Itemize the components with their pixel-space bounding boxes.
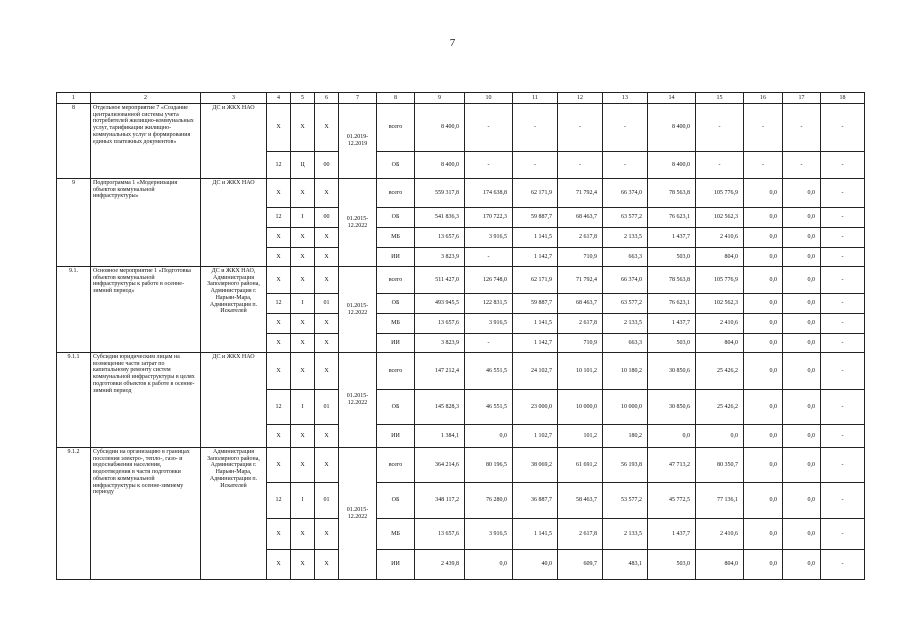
amount-cell: 40,0: [513, 550, 558, 580]
amount-cell: 170 722,3: [465, 208, 513, 228]
amount-cell: -: [821, 353, 865, 390]
amount-cell: 0,0: [744, 425, 783, 448]
implementation-period: 01.2015-12.2022: [339, 448, 377, 580]
table-row: [57, 179, 865, 208]
amount-cell: -: [821, 179, 865, 208]
code-cell: I: [291, 483, 315, 519]
amount-cell: 2 133,5: [603, 519, 648, 550]
amount-cell: 0,0: [783, 390, 821, 425]
amount-cell: -: [821, 390, 865, 425]
amount-cell: 0,0: [744, 294, 783, 314]
amount-cell: 10 000,0: [558, 390, 603, 425]
amount-cell: 0,0: [783, 550, 821, 580]
amount-cell: -: [821, 314, 865, 334]
amount-cell: -: [513, 104, 558, 152]
amount-cell: 30 850,6: [648, 390, 696, 425]
code-cell: X: [315, 425, 339, 448]
funding-source: ОБ: [377, 390, 415, 425]
amount-cell: 59 887,7: [513, 208, 558, 228]
amount-cell: 0,0: [648, 425, 696, 448]
column-number: 7: [339, 93, 377, 104]
code-cell: 00: [315, 208, 339, 228]
amount-cell: 76 280,0: [465, 483, 513, 519]
amount-cell: 68 463,7: [558, 294, 603, 314]
amount-cell: 0,0: [744, 267, 783, 294]
item-number: 9.1.: [57, 267, 91, 353]
amount-cell: 1 142,7: [513, 334, 558, 353]
amount-cell: 710,9: [558, 334, 603, 353]
code-cell: X: [291, 248, 315, 267]
amount-cell: 2 133,5: [603, 314, 648, 334]
code-cell: X: [291, 519, 315, 550]
amount-cell: -: [821, 294, 865, 314]
funding-source: МБ: [377, 314, 415, 334]
code-cell: X: [267, 228, 291, 248]
amount-cell: 1 141,5: [513, 228, 558, 248]
amount-cell: -: [465, 104, 513, 152]
code-cell: I: [291, 390, 315, 425]
item-name: Подпрограмма 1 «Модернизация объектов коммунальной инфраструктуры»: [91, 179, 201, 267]
amount-cell: 0,0: [783, 425, 821, 448]
item-name: Субсидии на организацию в границах поселения электро-, тепло-, газо- и водоснабжения населения, водоотведения в части подготовки объектов коммунальной инфраструктуры к осенне-зимнему периоду: [91, 448, 201, 580]
table-row: [57, 448, 865, 483]
code-cell: X: [315, 314, 339, 334]
amount-cell: 2 133,5: [603, 228, 648, 248]
column-number: 14: [648, 93, 696, 104]
code-cell: 01: [315, 390, 339, 425]
code-cell: X: [291, 448, 315, 483]
code-cell: X: [267, 519, 291, 550]
code-cell: X: [315, 519, 339, 550]
amount-cell: -: [465, 152, 513, 179]
amount-cell: 559 317,8: [415, 179, 465, 208]
implementation-period: 01.2015-12.2022: [339, 267, 377, 353]
amount-cell: 145 828,3: [415, 390, 465, 425]
program-finance-table: [56, 92, 865, 580]
funding-source: всего: [377, 267, 415, 294]
amount-cell: 174 638,8: [465, 179, 513, 208]
amount-cell: 0,0: [744, 179, 783, 208]
amount-cell: 46 551,5: [465, 353, 513, 390]
amount-cell: 3 823,9: [415, 334, 465, 353]
amount-cell: 0,0: [783, 519, 821, 550]
code-cell: X: [267, 267, 291, 294]
amount-cell: 804,0: [696, 248, 744, 267]
code-cell: I: [291, 294, 315, 314]
code-cell: 12: [267, 152, 291, 179]
amount-cell: 348 117,2: [415, 483, 465, 519]
amount-cell: 8 400,0: [415, 152, 465, 179]
column-number: 4: [267, 93, 291, 104]
amount-cell: 45 772,5: [648, 483, 696, 519]
code-cell: X: [315, 448, 339, 483]
amount-cell: 0,0: [783, 208, 821, 228]
responsible-executor: ДС и ЖКХ НАО: [201, 104, 267, 179]
amount-cell: -: [821, 519, 865, 550]
implementation-period: 01.2015-12.2022: [339, 353, 377, 448]
column-number: 2: [91, 93, 201, 104]
amount-cell: 2 617,8: [558, 314, 603, 334]
amount-cell: 0,0: [744, 228, 783, 248]
amount-cell: 0,0: [783, 248, 821, 267]
code-cell: X: [291, 353, 315, 390]
amount-cell: 13 657,6: [415, 228, 465, 248]
amount-cell: -: [696, 104, 744, 152]
amount-cell: 0,0: [783, 267, 821, 294]
amount-cell: 0,0: [465, 425, 513, 448]
amount-cell: 503,0: [648, 248, 696, 267]
amount-cell: -: [821, 208, 865, 228]
code-cell: X: [315, 179, 339, 208]
amount-cell: -: [513, 152, 558, 179]
code-cell: X: [267, 104, 291, 152]
amount-cell: 147 212,4: [415, 353, 465, 390]
code-cell: 12: [267, 208, 291, 228]
amount-cell: 53 577,2: [603, 483, 648, 519]
amount-cell: 61 691,2: [558, 448, 603, 483]
amount-cell: 8 400,0: [648, 152, 696, 179]
code-cell: 01: [315, 483, 339, 519]
amount-cell: 71 792,4: [558, 179, 603, 208]
code-cell: I: [291, 208, 315, 228]
amount-cell: 80 196,5: [465, 448, 513, 483]
amount-cell: 0,0: [744, 334, 783, 353]
amount-cell: 63 577,2: [603, 208, 648, 228]
amount-cell: 63 577,2: [603, 294, 648, 314]
amount-cell: 24 102,7: [513, 353, 558, 390]
amount-cell: 503,0: [648, 334, 696, 353]
amount-cell: 126 748,0: [465, 267, 513, 294]
amount-cell: 0,0: [744, 483, 783, 519]
amount-cell: 8 400,0: [415, 104, 465, 152]
amount-cell: 663,3: [603, 248, 648, 267]
amount-cell: 3 916,5: [465, 314, 513, 334]
code-cell: X: [315, 353, 339, 390]
amount-cell: 10 101,2: [558, 353, 603, 390]
funding-source: ИИ: [377, 425, 415, 448]
funding-source: всего: [377, 179, 415, 208]
amount-cell: 2 410,6: [696, 228, 744, 248]
column-number: 17: [783, 93, 821, 104]
table-row: [57, 104, 865, 152]
amount-cell: 30 850,6: [648, 353, 696, 390]
amount-cell: 2 617,8: [558, 228, 603, 248]
amount-cell: 46 551,5: [465, 390, 513, 425]
amount-cell: 47 713,2: [648, 448, 696, 483]
amount-cell: 1 141,5: [513, 314, 558, 334]
amount-cell: 0,0: [783, 353, 821, 390]
amount-cell: 0,0: [744, 353, 783, 390]
amount-cell: 0,0: [744, 550, 783, 580]
amount-cell: 804,0: [696, 334, 744, 353]
column-number: 16: [744, 93, 783, 104]
item-name: Отдельное мероприятие 7 «Создание централизованной системы учета потребителей жилищно-коммунальных услуг, тарификации жилищно-коммунальных услуг и формирования единых платежных документов»: [91, 104, 201, 179]
responsible-executor: Администрация Заполярного района, Администрация г. Нарьян-Мара, Администрация п. Искателей: [201, 448, 267, 580]
code-cell: X: [267, 425, 291, 448]
code-cell: X: [291, 334, 315, 353]
code-cell: X: [315, 248, 339, 267]
amount-cell: 493 945,5: [415, 294, 465, 314]
funding-source: всего: [377, 104, 415, 152]
amount-cell: 23 000,0: [513, 390, 558, 425]
amount-cell: -: [744, 104, 783, 152]
funding-source: ИИ: [377, 248, 415, 267]
amount-cell: 2 410,6: [696, 519, 744, 550]
amount-cell: -: [821, 228, 865, 248]
responsible-executor: ДС и ЖКХ НАО: [201, 179, 267, 267]
amount-cell: 0,0: [783, 314, 821, 334]
amount-cell: -: [603, 104, 648, 152]
amount-cell: 0,0: [744, 390, 783, 425]
code-cell: X: [267, 550, 291, 580]
code-cell: X: [267, 334, 291, 353]
amount-cell: 56 193,8: [603, 448, 648, 483]
code-cell: X: [291, 425, 315, 448]
code-cell: X: [267, 179, 291, 208]
amount-cell: 663,3: [603, 334, 648, 353]
amount-cell: 2 410,6: [696, 314, 744, 334]
amount-cell: 66 374,0: [603, 179, 648, 208]
amount-cell: 710,9: [558, 248, 603, 267]
code-cell: X: [315, 334, 339, 353]
code-cell: X: [291, 267, 315, 294]
amount-cell: 0,0: [783, 448, 821, 483]
amount-cell: -: [465, 248, 513, 267]
amount-cell: 804,0: [696, 550, 744, 580]
funding-source: ОБ: [377, 483, 415, 519]
amount-cell: -: [744, 152, 783, 179]
column-number: 3: [201, 93, 267, 104]
amount-cell: 78 563,8: [648, 267, 696, 294]
code-cell: X: [291, 104, 315, 152]
code-cell: X: [291, 179, 315, 208]
code-cell: X: [291, 314, 315, 334]
amount-cell: 80 350,7: [696, 448, 744, 483]
code-cell: X: [291, 550, 315, 580]
code-cell: X: [315, 228, 339, 248]
funding-source: ИИ: [377, 334, 415, 353]
amount-cell: 38 069,2: [513, 448, 558, 483]
amount-cell: 59 887,7: [513, 294, 558, 314]
code-cell: X: [267, 248, 291, 267]
amount-cell: 101,2: [558, 425, 603, 448]
amount-cell: 483,1: [603, 550, 648, 580]
amount-cell: 58 463,7: [558, 483, 603, 519]
column-number: 10: [465, 93, 513, 104]
funding-source: всего: [377, 353, 415, 390]
amount-cell: 0,0: [744, 248, 783, 267]
amount-cell: 0,0: [783, 334, 821, 353]
amount-cell: 10 180,2: [603, 353, 648, 390]
column-number-row: [57, 93, 865, 104]
amount-cell: -: [821, 104, 865, 152]
amount-cell: 25 426,2: [696, 353, 744, 390]
amount-cell: -: [821, 267, 865, 294]
code-cell: X: [267, 448, 291, 483]
amount-cell: 76 623,1: [648, 208, 696, 228]
code-cell: 12: [267, 483, 291, 519]
amount-cell: 1 384,1: [415, 425, 465, 448]
amount-cell: 105 776,9: [696, 267, 744, 294]
column-number: 9: [415, 93, 465, 104]
amount-cell: 105 776,9: [696, 179, 744, 208]
funding-source: МБ: [377, 519, 415, 550]
amount-cell: 78 563,8: [648, 179, 696, 208]
amount-cell: 541 836,3: [415, 208, 465, 228]
amount-cell: 62 171,9: [513, 179, 558, 208]
amount-cell: 13 657,6: [415, 519, 465, 550]
code-cell: 12: [267, 294, 291, 314]
item-number: 9.1.1: [57, 353, 91, 448]
funding-source: ИИ: [377, 550, 415, 580]
column-number: 6: [315, 93, 339, 104]
amount-cell: 3 916,5: [465, 519, 513, 550]
funding-source: ОБ: [377, 208, 415, 228]
code-cell: 12: [267, 390, 291, 425]
amount-cell: -: [465, 334, 513, 353]
amount-cell: 71 792,4: [558, 267, 603, 294]
responsible-executor: ДС и ЖКХ НАО, Администрация Заполярного района, Администрация г. Нарьян-Мара, Администрация п. Искателей: [201, 267, 267, 353]
amount-cell: 3 916,5: [465, 228, 513, 248]
amount-cell: -: [821, 152, 865, 179]
amount-cell: 66 374,0: [603, 267, 648, 294]
amount-cell: 25 426,2: [696, 390, 744, 425]
amount-cell: 364 214,6: [415, 448, 465, 483]
amount-cell: 1 141,5: [513, 519, 558, 550]
funding-source: всего: [377, 448, 415, 483]
amount-cell: -: [821, 448, 865, 483]
amount-cell: 76 623,1: [648, 294, 696, 314]
code-cell: X: [315, 104, 339, 152]
item-number: 8: [57, 104, 91, 179]
code-cell: 01: [315, 294, 339, 314]
amount-cell: 0,0: [465, 550, 513, 580]
implementation-period: 01.2019-12.2019: [339, 104, 377, 179]
funding-source: ОБ: [377, 152, 415, 179]
amount-cell: 1 102,7: [513, 425, 558, 448]
code-cell: X: [267, 353, 291, 390]
amount-cell: -: [558, 152, 603, 179]
column-number: 11: [513, 93, 558, 104]
amount-cell: 122 831,5: [465, 294, 513, 314]
amount-cell: 36 887,7: [513, 483, 558, 519]
amount-cell: 0,0: [783, 179, 821, 208]
amount-cell: 0,0: [783, 294, 821, 314]
table-row: [57, 267, 865, 294]
item-name: Основное мероприятие 1 «Подготовка объектов коммунальной инфраструктуры к работе в осенне-зимний период»: [91, 267, 201, 353]
amount-cell: 2 439,8: [415, 550, 465, 580]
code-cell: X: [291, 228, 315, 248]
amount-cell: 68 463,7: [558, 208, 603, 228]
funding-source: ОБ: [377, 294, 415, 314]
amount-cell: 2 617,8: [558, 519, 603, 550]
amount-cell: 1 437,7: [648, 314, 696, 334]
amount-cell: 102 562,3: [696, 208, 744, 228]
amount-cell: -: [821, 550, 865, 580]
amount-cell: 10 000,0: [603, 390, 648, 425]
page-number: 7: [449, 37, 456, 49]
item-number: 9: [57, 179, 91, 267]
amount-cell: 0,0: [744, 314, 783, 334]
amount-cell: 13 657,6: [415, 314, 465, 334]
responsible-executor: ДС и ЖКХ НАО: [201, 353, 267, 448]
code-cell: X: [315, 267, 339, 294]
amount-cell: 1 437,7: [648, 519, 696, 550]
amount-cell: -: [603, 152, 648, 179]
item-name: Субсидии юридическим лицам на возмещение части затрат по капитальному ремонту систем коммунальной инфраструктуры в целях подготовки объектов к работе в осенне-зимний период: [91, 353, 201, 448]
amount-cell: -: [783, 104, 821, 152]
code-cell: X: [315, 550, 339, 580]
code-cell: Ц: [291, 152, 315, 179]
column-number: 18: [821, 93, 865, 104]
amount-cell: -: [821, 425, 865, 448]
amount-cell: -: [783, 152, 821, 179]
column-number: 12: [558, 93, 603, 104]
amount-cell: -: [558, 104, 603, 152]
amount-cell: 62 171,9: [513, 267, 558, 294]
column-number: 5: [291, 93, 315, 104]
amount-cell: 0,0: [783, 228, 821, 248]
amount-cell: -: [821, 248, 865, 267]
table-row: [57, 353, 865, 390]
amount-cell: 8 400,0: [648, 104, 696, 152]
code-cell: 00: [315, 152, 339, 179]
amount-cell: -: [821, 334, 865, 353]
amount-cell: 609,7: [558, 550, 603, 580]
amount-cell: 180,2: [603, 425, 648, 448]
amount-cell: 102 562,3: [696, 294, 744, 314]
code-cell: X: [267, 314, 291, 334]
amount-cell: 0,0: [744, 208, 783, 228]
amount-cell: 0,0: [744, 448, 783, 483]
amount-cell: 3 823,9: [415, 248, 465, 267]
amount-cell: 503,0: [648, 550, 696, 580]
column-number: 13: [603, 93, 648, 104]
amount-cell: 1 142,7: [513, 248, 558, 267]
column-number: 1: [57, 93, 91, 104]
column-number: 8: [377, 93, 415, 104]
amount-cell: 0,0: [783, 483, 821, 519]
amount-cell: 1 437,7: [648, 228, 696, 248]
item-number: 9.1.2: [57, 448, 91, 580]
amount-cell: -: [821, 483, 865, 519]
amount-cell: 511 427,0: [415, 267, 465, 294]
amount-cell: 0,0: [744, 519, 783, 550]
amount-cell: 77 136,1: [696, 483, 744, 519]
amount-cell: -: [696, 152, 744, 179]
funding-source: МБ: [377, 228, 415, 248]
column-number: 15: [696, 93, 744, 104]
implementation-period: 01.2015-12.2022: [339, 179, 377, 267]
amount-cell: 0,0: [696, 425, 744, 448]
